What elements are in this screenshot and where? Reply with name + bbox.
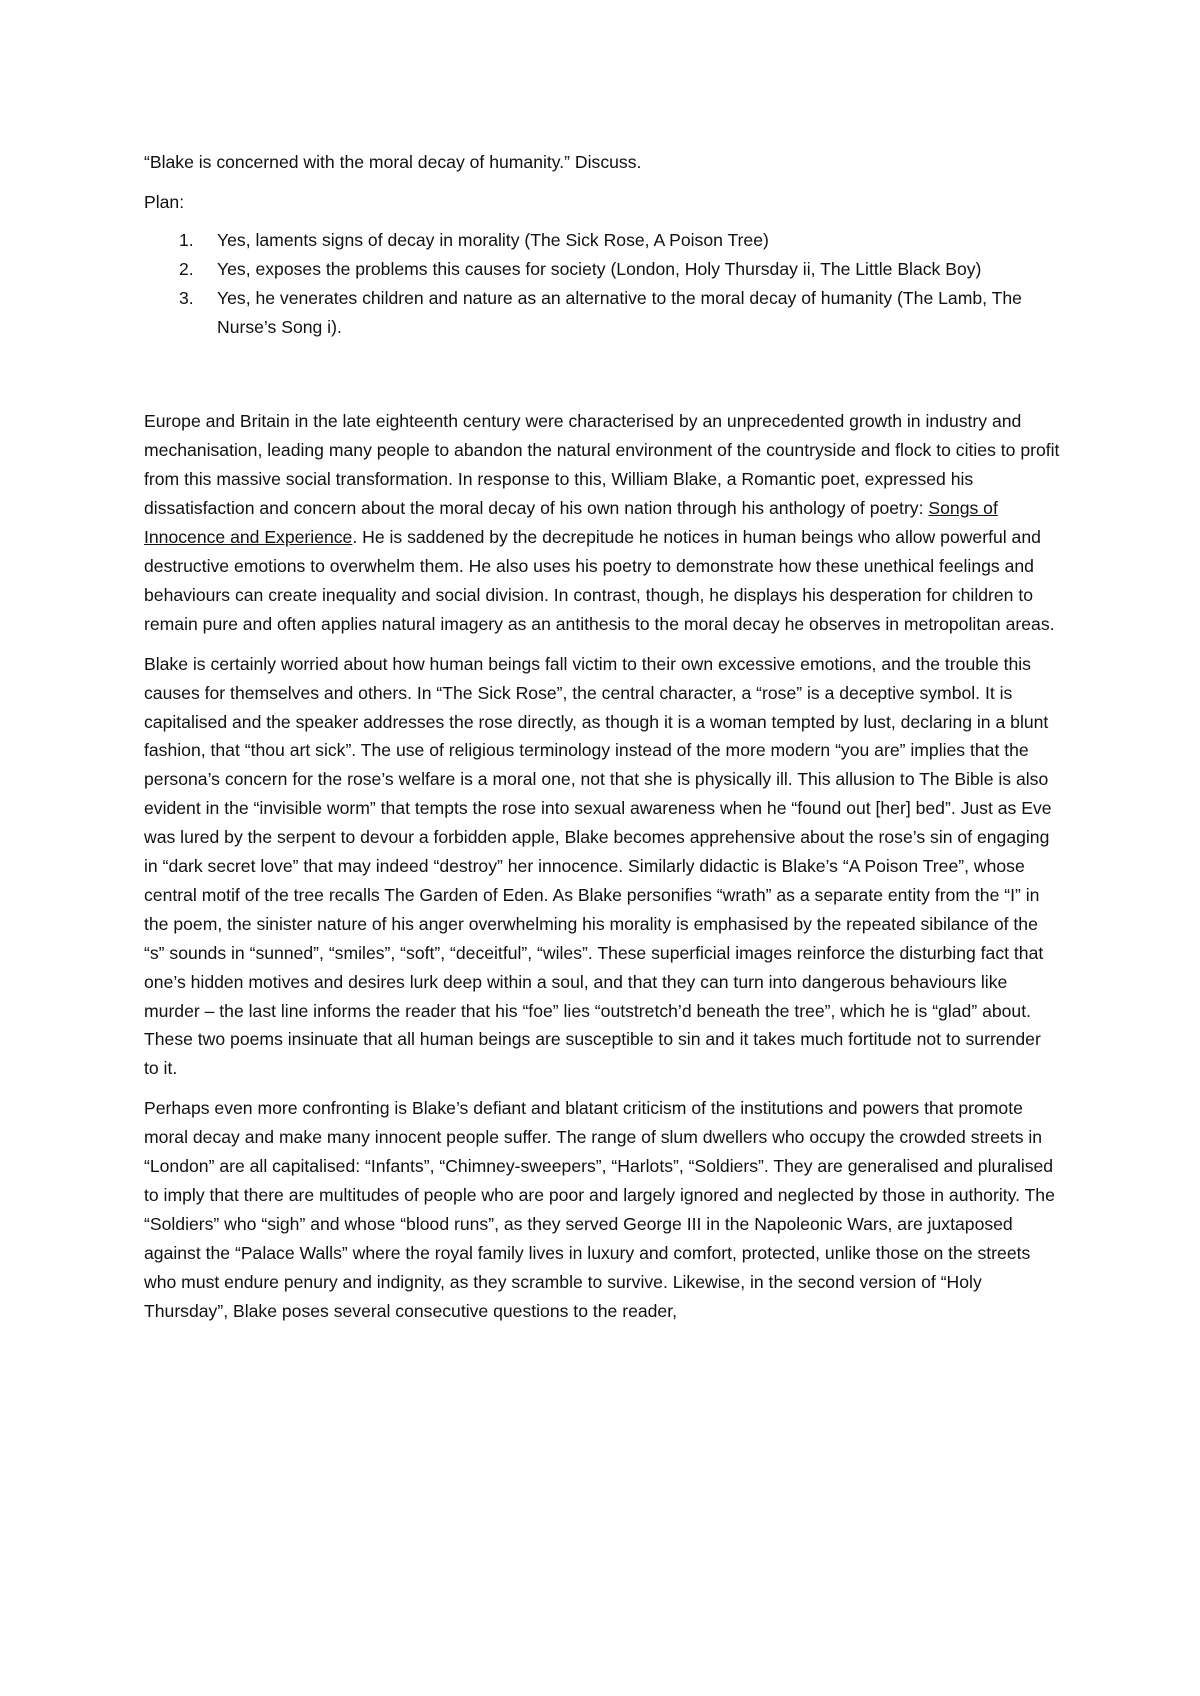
body-paragraph-2: Blake is certainly worried about how human beings fall victim to their own excessive emotions, and the trouble this causes for themselves and others. In “The Sick Rose”, the central character, a “rose” is a deceptive symbol. It is capitalised and the speaker addresses the rose directly, as though it is a woman tempted by lust, declaring in a blunt fashion, that “thou art sick”. The use of religious terminology instead of the more modern “you are” implies that the persona’s concern for the rose’s welfare is a moral one, not that she is physically ill. This allusion to The Bible is also evident in the “invisible worm” that tempts the rose into sexual awareness when he “found out [her] bed”. Just as Eve was lured by the serpent to devour a forbidden apple, Blake becomes apprehensive about the rose’s sin of engaging in “dark secret love” that may indeed “destroy” her innocence. Similarly didactic is Blake’s “A Poison Tree”, whose central motif of the tree recalls The Garden of Eden. As Blake personifies “wrath” as a separate entity from the “I” in the poem, the sinister nature of his anger overwhelming his morality is emphasised by the repeated sibilance of the “s” sounds in “sunned”, “smiles”, “soft”, “deceitful”, “wiles”. These superficial images reinforce the disturbing fact that one’s hidden motives and desires lurk deep within a soul, and that they can turn into dangerous behaviours like murder – the last line informs the reader that his “foe” lies “outstretch’d beneath the tree”, which he is “glad” about. These two poems insinuate that all human beings are susceptible to sin and it takes much fortitude not to surrender to it.	[144, 653, 1052, 1079]
plan-item-number: 1.	[179, 229, 194, 250]
book-title: Songs of Innocence and Experience	[144, 498, 998, 548]
intro-paragraph	[144, 407, 1060, 638]
plan-item	[144, 284, 1060, 342]
plan-item	[144, 226, 1060, 255]
essay-question: “Blake is concerned with the moral decay of humanity.” Discuss.	[144, 152, 642, 172]
plan-item-text: Yes, laments signs of decay in morality (The Sick Rose, A Poison Tree)	[217, 229, 769, 250]
plan-item-text: Yes, he venerates children and nature as an alternative to the moral decay of humanity (The Lamb, The Nurse’s Song i).	[217, 287, 1022, 337]
document-page	[144, 148, 1060, 1337]
plan-item-text: Yes, exposes the problems this causes for society (London, Holy Thursday ii, The Little Black Boy)	[217, 258, 982, 279]
plan-list	[144, 226, 1060, 342]
intro-text-before: Europe and Britain in the late eighteenth century were characterised by an unprecedented growth in industry and mechanisation, leading many people to abandon the natural environment of the countryside and flock to cities to profit from this massive social transformation. In response to this, William Blake, a Romantic poet, expressed his dissatisfaction and concern about the moral decay of his own nation through his anthology of poetry:	[144, 411, 1060, 519]
plan-label: Plan:	[144, 191, 185, 212]
plan-item-number: 2.	[179, 258, 194, 279]
intro-text-after: . He is saddened by the decrepitude he notices in human beings who allow powerful and destructive emotions to overwhelm them. He also uses his poetry to demonstrate how these unethical feelings and behaviours can create inequality and social division. In contrast, though, he displays his desperation for children to remain pure and often applies natural imagery as an antithesis to the moral decay he observes in metropolitan areas.	[144, 527, 1055, 634]
body-paragraph-3: Perhaps even more confronting is Blake’s defiant and blatant criticism of the institutions and powers that promote moral decay and make many innocent people suffer. The range of slum dwellers who occupy the crowded streets in “London” are all capitalised: “Infants”, “Chimney-sweepers”, “Harlots”, “Soldiers”. They are generalised and pluralised to imply that there are multitudes of people who are poor and largely ignored and neglected by those in authority. The “Soldiers” who “sigh” and whose “blood runs”, as they served George III in the Napoleonic Wars, are juxtaposed against the “Palace Walls” where the royal family lives in luxury and comfort, protected, unlike those on the streets who must endure penury and indignity, as they scramble to survive. Likewise, in the second version of “Holy Thursday”, Blake poses several consecutive questions to the reader,	[144, 1098, 1055, 1321]
plan-item	[144, 255, 1060, 284]
plan-item-number: 3.	[179, 287, 194, 308]
